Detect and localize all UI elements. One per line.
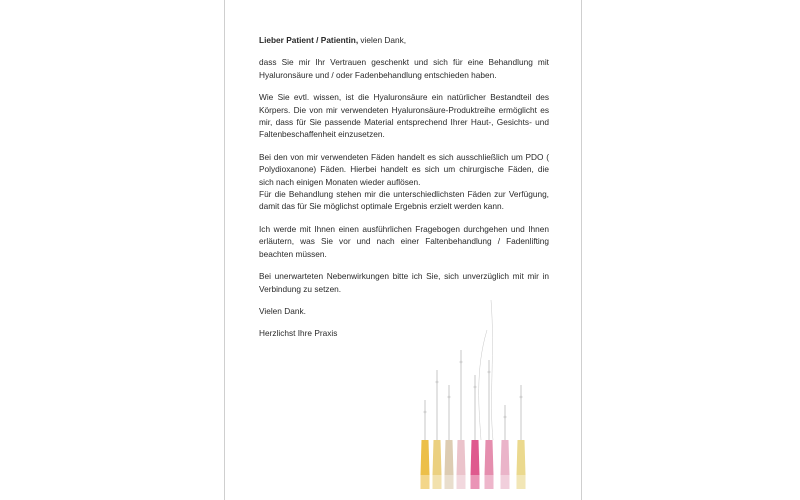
needle-cap xyxy=(517,475,526,489)
paragraph-3 xyxy=(259,151,549,213)
needle-hub xyxy=(457,440,466,475)
paragraph-1: dass Sie mir Ihr Vertrauen geschenkt und sich für eine Behandlung mit Hyaluronsäure und / oder Fadenbehandlung entschieden haben. xyxy=(259,57,549,80)
needle-bead xyxy=(474,386,477,389)
needle-bead xyxy=(436,381,439,384)
needle-bead xyxy=(520,396,523,399)
paragraph-5: Bei unerwarteten Nebenwirkungen bitte ich Sie, sich unverzüglich mit mir in Verbindung zu setzen. xyxy=(259,271,549,294)
needle-cap xyxy=(433,475,442,489)
greeting-bold: Lieber Patient / Patientin, xyxy=(259,35,359,45)
needle-cap xyxy=(501,475,510,489)
needle-bead xyxy=(424,411,427,414)
greeting-rest: vielen Dank, xyxy=(358,35,407,45)
needle-hub xyxy=(485,440,494,475)
greeting xyxy=(259,34,549,46)
thanks-line: Vielen Dank. xyxy=(259,305,306,316)
needle-cap xyxy=(471,475,480,489)
needle-hub xyxy=(517,440,526,475)
needle-hub xyxy=(501,440,510,475)
pdo-thread-needles-image xyxy=(405,290,555,500)
needle-cap xyxy=(421,475,430,489)
paragraph-3b: Für die Behandlung stehen mir die unterschiedlichsten Fäden zur Verfügung, damit das für Sie möglichst optimale Ergebnis erzielt werden kann. xyxy=(259,189,549,212)
needle-hub xyxy=(433,440,442,475)
needle-bead xyxy=(504,416,507,419)
needle-hub xyxy=(421,440,430,475)
needle-cap xyxy=(485,475,494,489)
needle-hub xyxy=(445,440,454,475)
paragraph-4: Ich werde mit Ihnen einen ausführlichen Fragebogen durchgehen und Ihnen erläutern, was Sie vor und nach einer Faltenbehandlung / Fadenlifting beachten müssen. xyxy=(259,223,549,259)
document-page xyxy=(224,0,582,500)
needle-bead xyxy=(448,396,451,399)
paragraph-2: Wie Sie evtl. wissen, ist die Hyaluronsäure ein natürlicher Bestandteil des Körpers. Die von mir verwendeten Hyaluronsäure-Produktreihe ermöglicht es mir, dass für Sie passende Material entsprechend Ihrer Haut-, Gesichts- und Faltenbeschaffenheit einzusetzen. xyxy=(259,92,549,140)
needle-cap xyxy=(445,475,454,489)
needle-cap xyxy=(457,475,466,489)
needle-hub xyxy=(471,440,480,475)
thread-line xyxy=(479,330,487,440)
thread-line xyxy=(491,300,493,440)
needle-bead xyxy=(488,371,491,374)
paragraph-3a: Bei den von mir verwendeten Fäden handelt es sich ausschließlich um PDO ( Polydioxanone) Fäden. Hierbei handelt es sich um chirurgische Fäden, die sich nach einigen Monaten wieder auflösen. xyxy=(259,151,549,187)
closing-line: Herzlichst Ihre Praxis xyxy=(259,328,338,339)
needle-bead xyxy=(460,361,463,364)
